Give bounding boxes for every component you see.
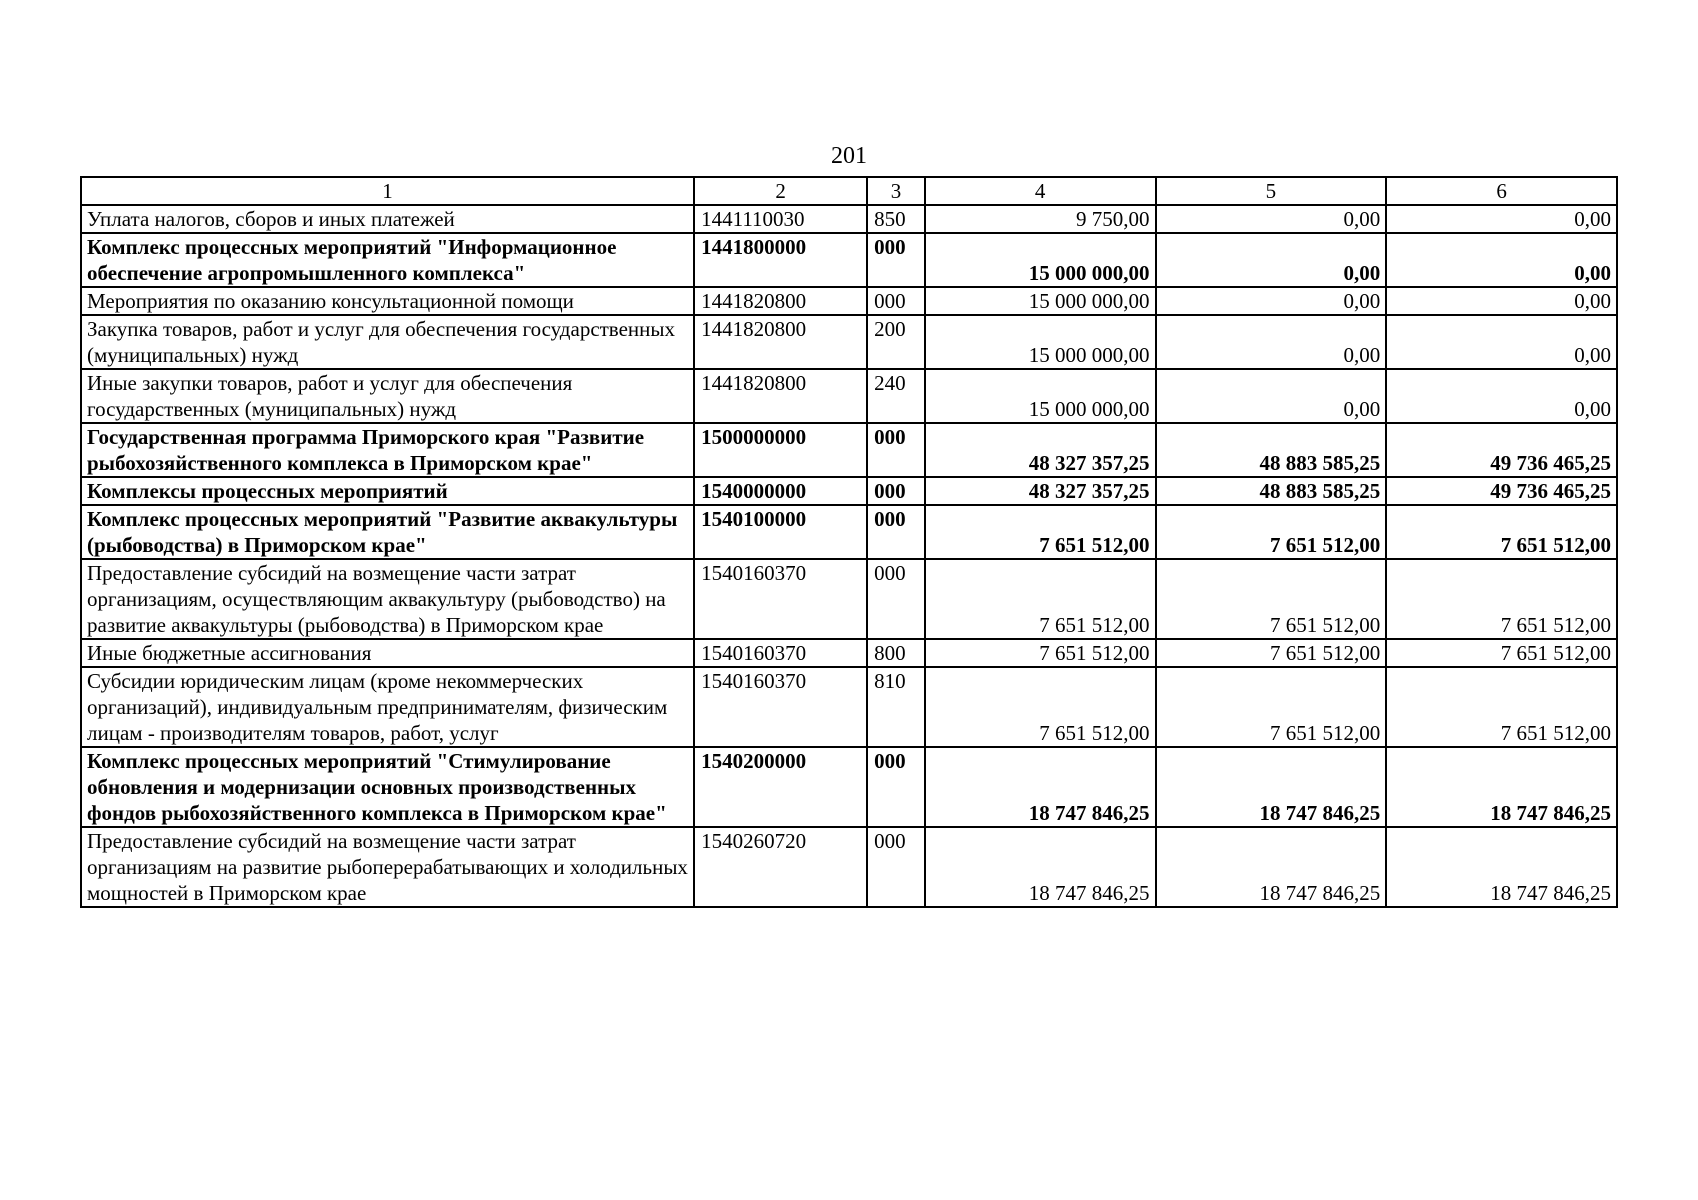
- row-value-5-cell: 48 883 585,25: [1156, 423, 1387, 477]
- row-value-5-cell: 0,00: [1156, 315, 1387, 369]
- table-row: [81, 423, 1617, 477]
- table-row: [81, 315, 1617, 369]
- row-type-cell: 800: [867, 639, 925, 667]
- row-value-5-cell: 7 651 512,00: [1156, 667, 1387, 747]
- row-code-cell: 1540160370: [694, 667, 867, 747]
- row-value-4-cell: 18 747 846,25: [925, 747, 1156, 827]
- row-value-6-cell: 0,00: [1386, 205, 1617, 233]
- row-name-cell: Закупка товаров, работ и услуг для обеспечения государственных (муниципальных) нужд: [81, 315, 694, 369]
- row-value-4-cell: 15 000 000,00: [925, 233, 1156, 287]
- row-value-4-cell: 18 747 846,25: [925, 827, 1156, 907]
- row-code-cell: 1540160370: [694, 639, 867, 667]
- row-value-4-cell: 7 651 512,00: [925, 559, 1156, 639]
- header-cell: 6: [1386, 177, 1617, 205]
- row-value-5-cell: 7 651 512,00: [1156, 505, 1387, 559]
- row-name-cell: Иные бюджетные ассигнования: [81, 639, 694, 667]
- table-row: [81, 369, 1617, 423]
- row-value-4-cell: 15 000 000,00: [925, 315, 1156, 369]
- table-row: [81, 827, 1617, 907]
- row-type-cell: 000: [867, 559, 925, 639]
- row-value-5-cell: 0,00: [1156, 205, 1387, 233]
- row-type-cell: 200: [867, 315, 925, 369]
- row-type-cell: 850: [867, 205, 925, 233]
- row-code-cell: 1500000000: [694, 423, 867, 477]
- row-value-5-cell: 0,00: [1156, 369, 1387, 423]
- row-value-4-cell: 7 651 512,00: [925, 505, 1156, 559]
- table-row: [81, 205, 1617, 233]
- header-cell: 5: [1156, 177, 1387, 205]
- row-name-cell: Субсидии юридическим лицам (кроме некоммерческих организаций), индивидуальным предпринимателям, физическим лицам - производителям товаров, работ, услуг: [81, 667, 694, 747]
- row-code-cell: 1540160370: [694, 559, 867, 639]
- row-value-4-cell: 15 000 000,00: [925, 369, 1156, 423]
- row-value-4-cell: 9 750,00: [925, 205, 1156, 233]
- row-type-cell: 000: [867, 477, 925, 505]
- row-type-cell: 000: [867, 505, 925, 559]
- row-name-cell: Уплата налогов, сборов и иных платежей: [81, 205, 694, 233]
- table-row: [81, 747, 1617, 827]
- row-name-cell: Предоставление субсидий на возмещение части затрат организациям, осуществляющим аквакультуру (рыбоводство) на развитие аквакультуры (рыбоводства) в Приморском крае: [81, 559, 694, 639]
- row-code-cell: 1441820800: [694, 287, 867, 315]
- row-type-cell: 000: [867, 233, 925, 287]
- row-type-cell: 000: [867, 423, 925, 477]
- table-row: [81, 233, 1617, 287]
- row-value-6-cell: 0,00: [1386, 369, 1617, 423]
- row-value-6-cell: 18 747 846,25: [1386, 827, 1617, 907]
- page-number: 201: [831, 143, 867, 169]
- row-code-cell: 1540200000: [694, 747, 867, 827]
- table-header-row: [81, 177, 1617, 205]
- row-name-cell: Комплекс процессных мероприятий "Информационное обеспечение агропромышленного комплекса": [81, 233, 694, 287]
- row-code-cell: 1441820800: [694, 315, 867, 369]
- row-name-cell: Предоставление субсидий на возмещение части затрат организациям на развитие рыбоперерабатывающих и холодильных мощностей в Приморском крае: [81, 827, 694, 907]
- row-code-cell: 1540000000: [694, 477, 867, 505]
- row-value-4-cell: 15 000 000,00: [925, 287, 1156, 315]
- table-row: [81, 559, 1617, 639]
- table-row: [81, 477, 1617, 505]
- row-code-cell: 1540100000: [694, 505, 867, 559]
- row-type-cell: 000: [867, 827, 925, 907]
- table-row: [81, 287, 1617, 315]
- row-value-6-cell: 0,00: [1386, 233, 1617, 287]
- header-cell: 1: [81, 177, 694, 205]
- header-cell: 2: [694, 177, 867, 205]
- budget-table: [80, 176, 1618, 908]
- row-code-cell: 1441110030: [694, 205, 867, 233]
- row-name-cell: Комплекс процессных мероприятий "Стимулирование обновления и модернизации основных производственных фондов рыбохозяйственного комплекса в Приморском крае": [81, 747, 694, 827]
- row-value-6-cell: 7 651 512,00: [1386, 639, 1617, 667]
- row-value-5-cell: 18 747 846,25: [1156, 747, 1387, 827]
- row-code-cell: 1441800000: [694, 233, 867, 287]
- row-value-5-cell: 0,00: [1156, 233, 1387, 287]
- row-value-5-cell: 48 883 585,25: [1156, 477, 1387, 505]
- row-name-cell: Комплексы процессных мероприятий: [81, 477, 694, 505]
- row-value-5-cell: 0,00: [1156, 287, 1387, 315]
- row-type-cell: 000: [867, 287, 925, 315]
- row-value-5-cell: 18 747 846,25: [1156, 827, 1387, 907]
- row-value-5-cell: 7 651 512,00: [1156, 639, 1387, 667]
- row-type-cell: 240: [867, 369, 925, 423]
- row-value-4-cell: 48 327 357,25: [925, 423, 1156, 477]
- row-value-5-cell: 7 651 512,00: [1156, 559, 1387, 639]
- row-type-cell: 000: [867, 747, 925, 827]
- row-value-6-cell: 49 736 465,25: [1386, 477, 1617, 505]
- row-value-4-cell: 7 651 512,00: [925, 639, 1156, 667]
- header-cell: 4: [925, 177, 1156, 205]
- row-value-6-cell: 18 747 846,25: [1386, 747, 1617, 827]
- row-value-4-cell: 7 651 512,00: [925, 667, 1156, 747]
- table-row: [81, 639, 1617, 667]
- header-cell: 3: [867, 177, 925, 205]
- row-value-6-cell: 49 736 465,25: [1386, 423, 1617, 477]
- row-name-cell: Иные закупки товаров, работ и услуг для обеспечения государственных (муниципальных) нужд: [81, 369, 694, 423]
- table-row: [81, 667, 1617, 747]
- row-name-cell: Мероприятия по оказанию консультационной помощи: [81, 287, 694, 315]
- row-code-cell: 1540260720: [694, 827, 867, 907]
- row-value-4-cell: 48 327 357,25: [925, 477, 1156, 505]
- row-value-6-cell: 0,00: [1386, 287, 1617, 315]
- row-name-cell: Государственная программа Приморского края "Развитие рыбохозяйственного комплекса в Приморском крае": [81, 423, 694, 477]
- row-type-cell: 810: [867, 667, 925, 747]
- row-value-6-cell: 7 651 512,00: [1386, 667, 1617, 747]
- row-value-6-cell: 7 651 512,00: [1386, 559, 1617, 639]
- row-value-6-cell: 7 651 512,00: [1386, 505, 1617, 559]
- row-name-cell: Комплекс процессных мероприятий "Развитие аквакультуры (рыбоводства) в Приморском крае": [81, 505, 694, 559]
- row-code-cell: 1441820800: [694, 369, 867, 423]
- row-value-6-cell: 0,00: [1386, 315, 1617, 369]
- table-row: [81, 505, 1617, 559]
